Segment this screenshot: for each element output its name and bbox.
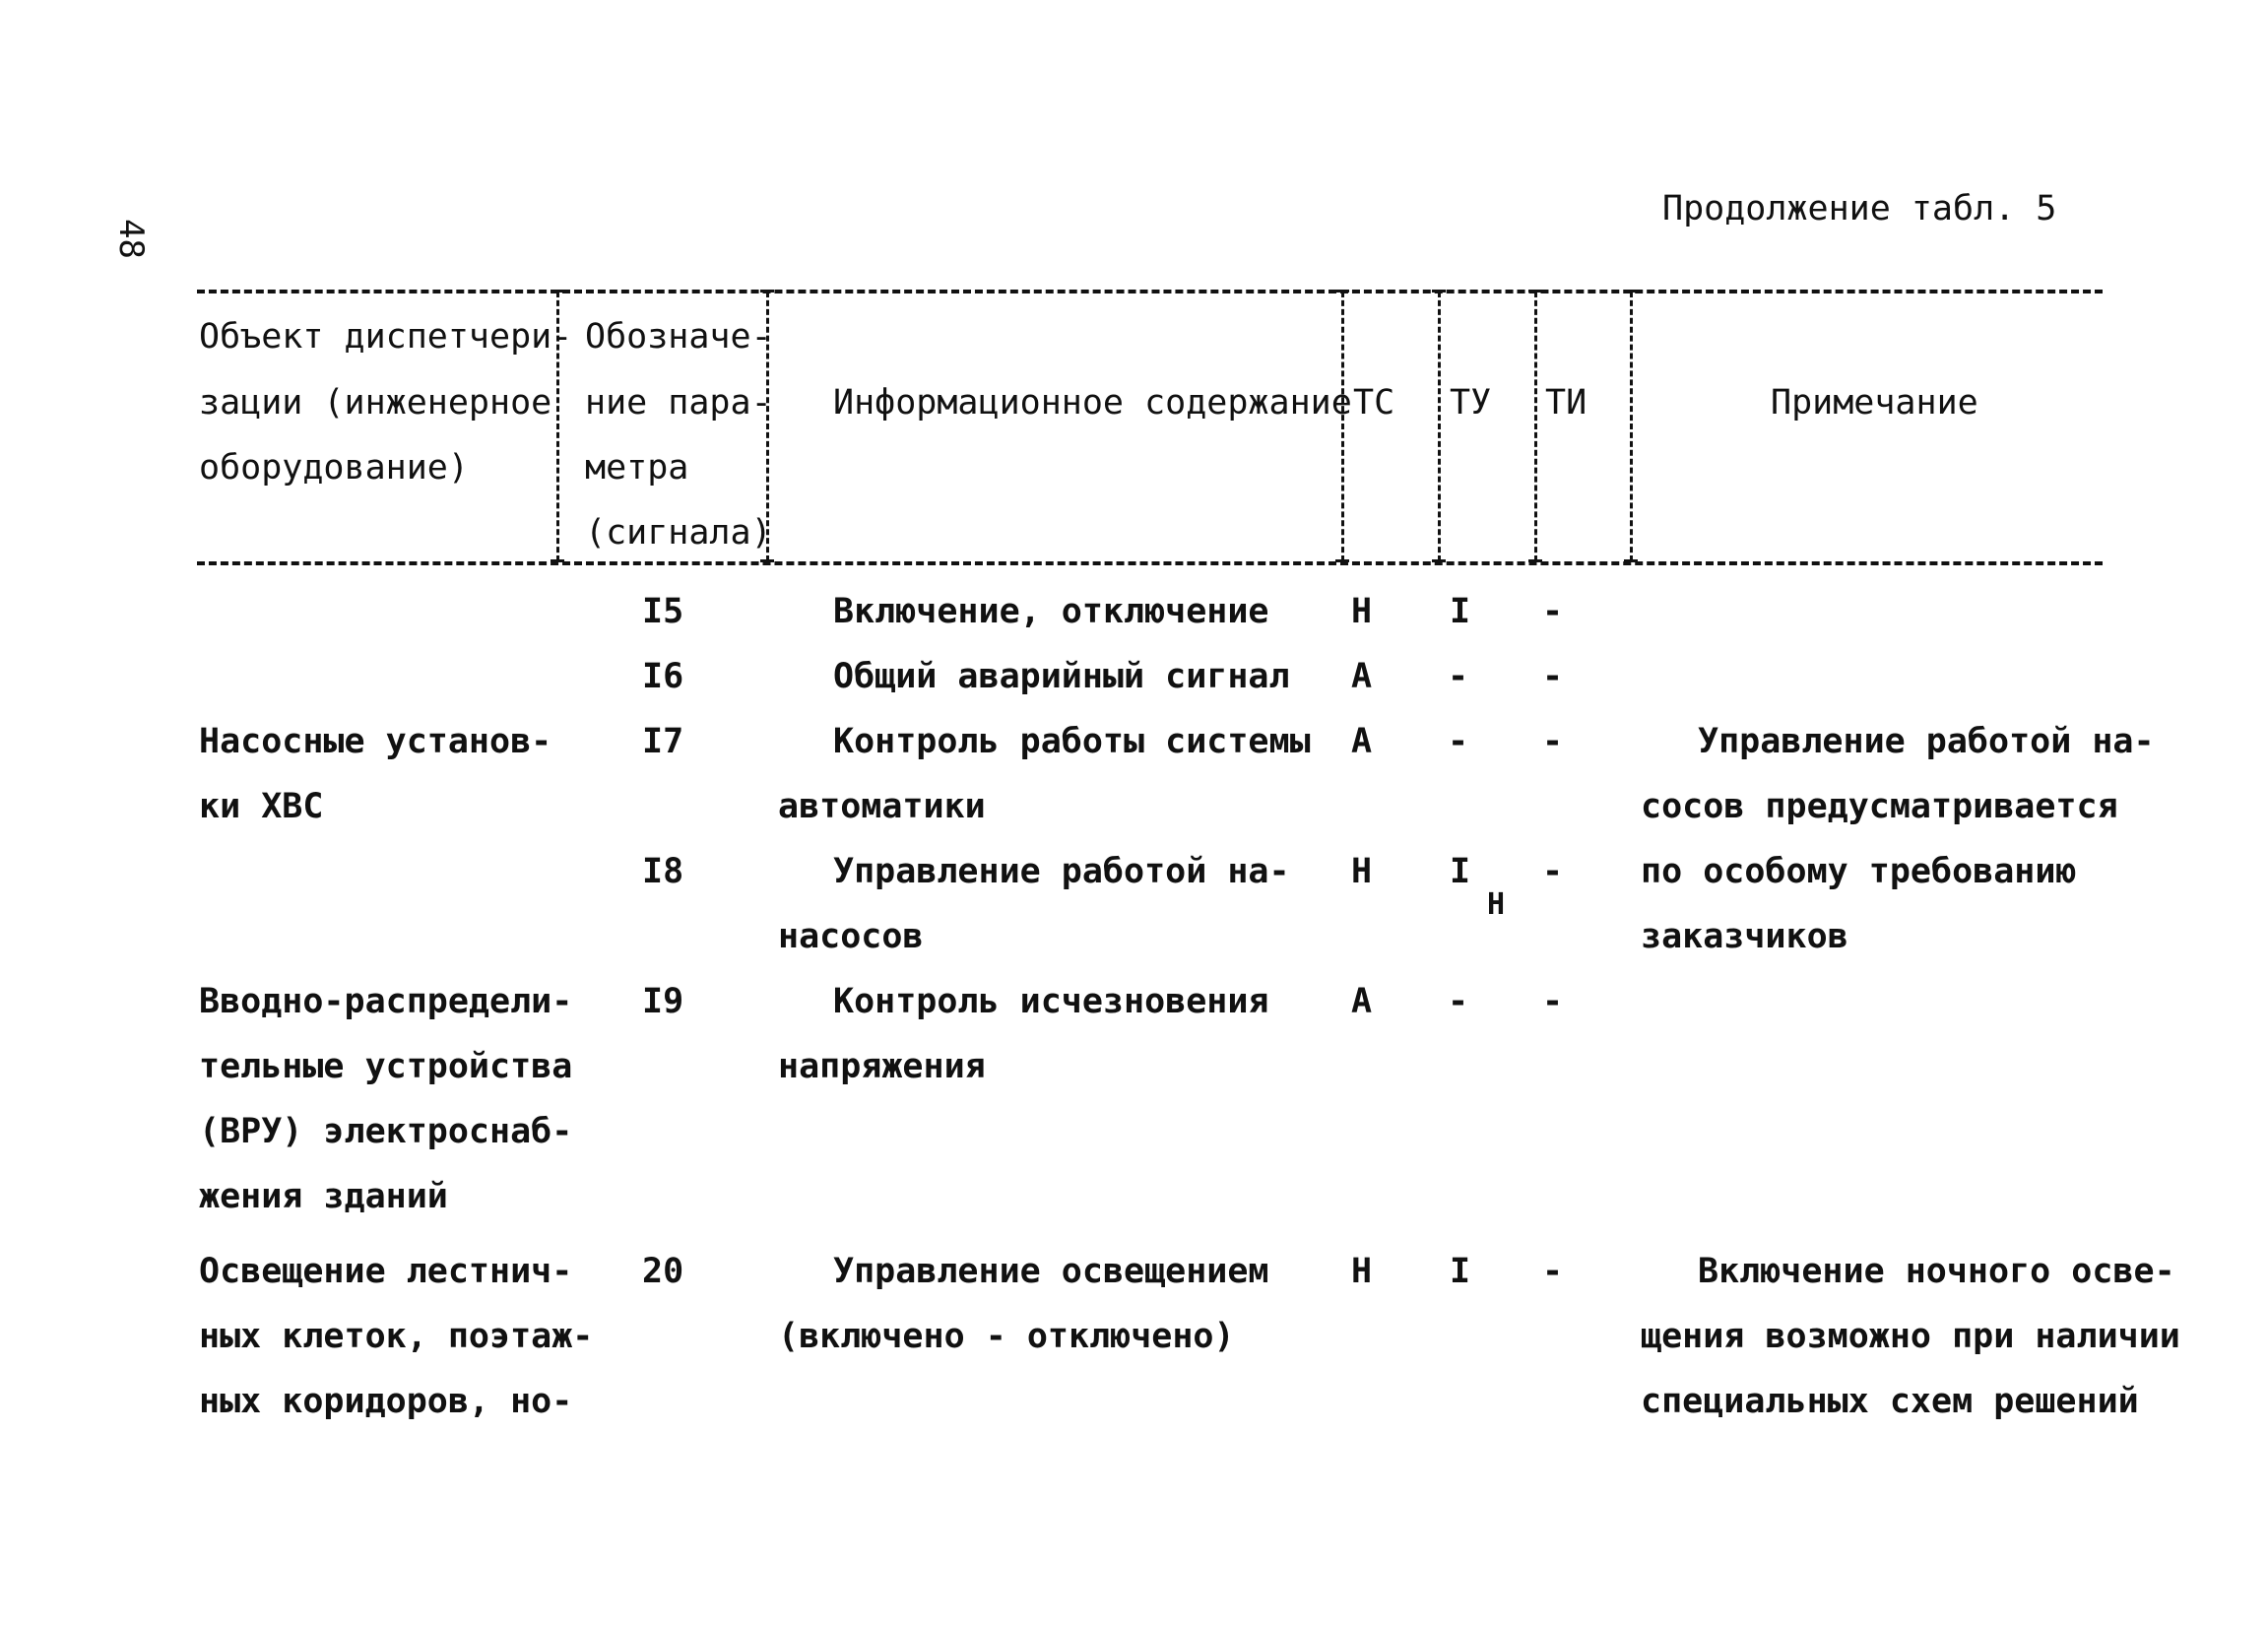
note-line: Управление работой на- <box>1698 722 2155 761</box>
row-tu: I <box>1450 592 1471 631</box>
header-object-line: Объект диспетчери- <box>199 317 573 357</box>
continuation-title: Продолжение табл. 5 <box>1662 189 2057 228</box>
note-line: Включение ночного осве- <box>1698 1252 2175 1291</box>
note-line: заказчиков <box>1641 917 1848 956</box>
object-line: ных клеток, поэтаж- <box>199 1317 594 1356</box>
col-separator-6 <box>1630 292 1633 561</box>
header-object-line: оборудование) <box>199 448 469 488</box>
tick <box>760 290 774 293</box>
row-tu: - <box>1448 722 1469 761</box>
row-code: I9 <box>642 982 684 1021</box>
object-line: Освещение лестнич- <box>199 1252 573 1291</box>
row-ti: - <box>1542 1252 1564 1291</box>
tick <box>1432 290 1446 293</box>
tick <box>760 559 774 562</box>
row-tu: I <box>1450 852 1471 891</box>
header-bottom-rule <box>197 561 2103 565</box>
row-info-line: Управление работой на- <box>833 852 1290 891</box>
tick <box>1335 559 1349 562</box>
row-tu: I <box>1450 1252 1471 1291</box>
row-info-line: Общий аварийный сигнал <box>833 657 1290 696</box>
object-line: (ВРУ) электроснаб- <box>199 1112 573 1151</box>
tick <box>1432 559 1446 562</box>
row-tc: Н <box>1351 852 1373 891</box>
row-code: I7 <box>642 722 684 761</box>
note-line: по особому требованию <box>1641 852 2077 891</box>
tick <box>1624 559 1638 562</box>
header-designation-line: Обозначе- <box>585 317 772 357</box>
row-tc: А <box>1351 982 1373 1021</box>
col-separator-4 <box>1438 292 1441 561</box>
note-line: сосов предусматривается <box>1641 787 2118 826</box>
note-line: щения возможно при наличии <box>1641 1317 2180 1356</box>
header-designation-line: ние пара- <box>585 383 772 423</box>
header-note: Примечание <box>1771 383 1978 423</box>
row-info-line: Контроль исчезновения <box>833 982 1269 1021</box>
row-info-line: Контроль работы системы <box>833 722 1311 761</box>
row-ti: - <box>1542 722 1564 761</box>
row-ti: - <box>1542 592 1564 631</box>
row-info-line: Управление освещением <box>833 1252 1269 1291</box>
tick <box>1528 559 1542 562</box>
object-line: ных коридоров, но- <box>199 1382 573 1421</box>
header-info: Информационное содержание <box>833 383 1352 423</box>
row-ti: - <box>1542 852 1564 891</box>
tick <box>1335 290 1349 293</box>
object-line: тельные устройства <box>199 1047 573 1086</box>
row-code: I6 <box>642 657 684 696</box>
object-line: ки ХВС <box>199 787 324 826</box>
header-ti: ТИ <box>1545 383 1588 423</box>
header-object-line: зации (инженерное <box>199 383 552 423</box>
header-designation-line: метра <box>585 448 689 488</box>
row-code: 20 <box>642 1252 684 1291</box>
row-code: I5 <box>642 592 684 631</box>
header-tc: ТС <box>1353 383 1395 423</box>
row-tc: Н <box>1351 1252 1373 1291</box>
row-ti: - <box>1542 657 1564 696</box>
row-tu: - <box>1448 657 1469 696</box>
table-top-rule <box>197 290 2103 293</box>
row-info-line: насосов <box>778 917 924 956</box>
header-tu: ТУ <box>1450 383 1492 423</box>
row-info-line: напряжения <box>778 1047 986 1086</box>
row-tc: Н <box>1351 592 1373 631</box>
row-tc: А <box>1351 657 1373 696</box>
col-separator-5 <box>1534 292 1537 561</box>
tick <box>551 559 564 562</box>
row-info-line: автоматики <box>778 787 986 826</box>
row-tu-subscript: Н <box>1487 887 1506 922</box>
row-info-line: Включение, отключение <box>833 592 1269 631</box>
col-separator-3 <box>1341 292 1344 561</box>
row-tu: - <box>1448 982 1469 1021</box>
note-line: специальных схем решений <box>1641 1382 2139 1421</box>
page-number: 48 <box>111 219 151 259</box>
row-code: I8 <box>642 852 684 891</box>
tick <box>1624 290 1638 293</box>
object-line: Вводно-распредели- <box>199 982 573 1021</box>
row-info-line: (включено - отключено) <box>778 1317 1235 1356</box>
tick <box>1528 290 1542 293</box>
row-tc: А <box>1351 722 1373 761</box>
object-line: Насосные установ- <box>199 722 552 761</box>
object-line: жения зданий <box>199 1177 448 1216</box>
row-ti: - <box>1542 982 1564 1021</box>
tick <box>551 290 564 293</box>
header-designation-line: (сигнала) <box>585 513 772 553</box>
